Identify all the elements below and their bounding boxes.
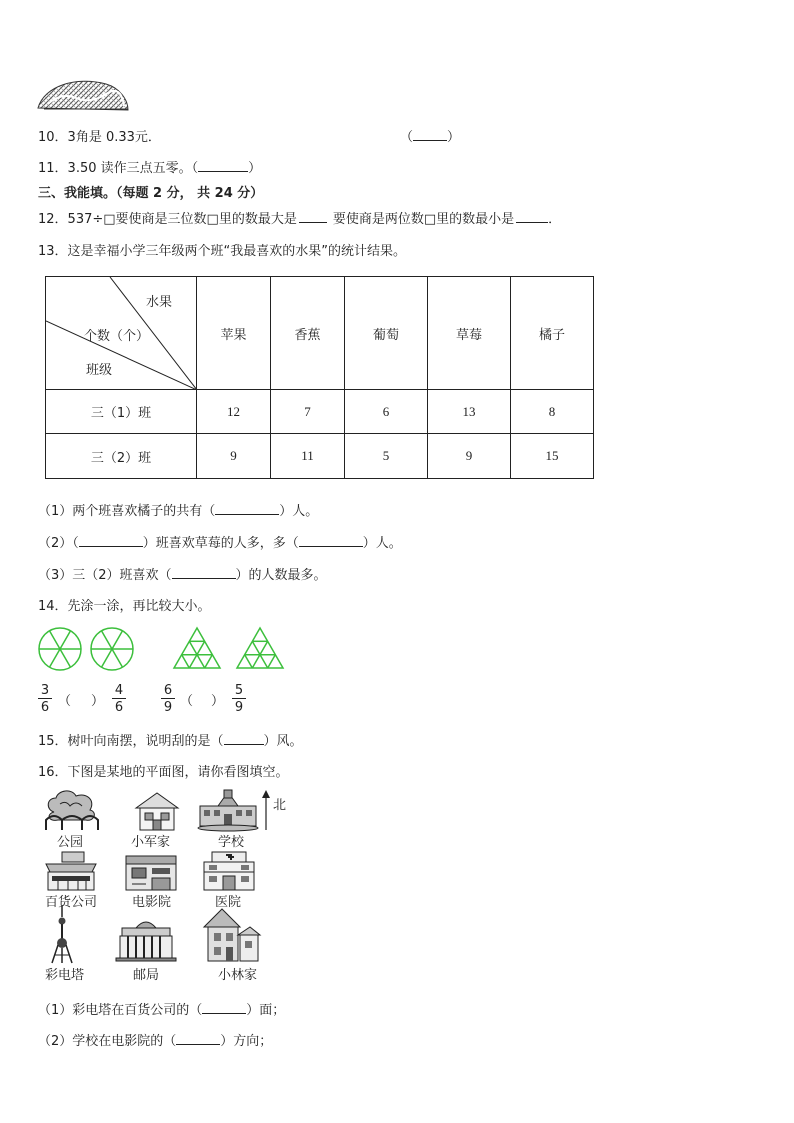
- col-header-banana: 香蕉: [271, 277, 345, 390]
- cinema-icon: [122, 850, 180, 892]
- table-row: [46, 390, 594, 434]
- map-label-xiaolin-home: 小林家: [218, 967, 258, 982]
- q13-sub3: （3）三（2）班喜欢（ ）的人数最多。: [38, 568, 327, 583]
- q13-sub1: （1）两个班喜欢橘子的共有（ ）人。: [38, 504, 319, 519]
- map-label-department-store: 百货公司: [45, 894, 98, 909]
- col-header-orange: 橘子: [511, 277, 594, 390]
- table-cell: 5: [345, 434, 428, 479]
- corner-label-count: 个数（个）: [84, 329, 150, 344]
- compare-blank-2[interactable]: （ ）: [180, 694, 225, 709]
- map-label-park: 公园: [57, 834, 84, 849]
- corner-label-fruit: 水果: [146, 295, 173, 310]
- map-label-cinema: 电影院: [132, 894, 172, 909]
- post-office-icon: [114, 916, 178, 962]
- col-header-apple: 苹果: [197, 277, 271, 390]
- q16-sub1: （1）彩电塔在百货公司的（ ）面；: [38, 1003, 286, 1018]
- col-header-strawberry: 草莓: [428, 277, 511, 390]
- fraction-circle-1[interactable]: [37, 626, 83, 672]
- q14-title: 14．先涂一涂，再比较大小。: [38, 599, 211, 614]
- q13-sub3-blank[interactable]: [172, 566, 236, 579]
- table-cell: 9: [428, 434, 511, 479]
- table-cell: 7: [271, 390, 345, 434]
- q16-sub2: （2）学校在电影院的（ ）方向；: [38, 1034, 273, 1049]
- map-label-xiaojun-home: 小军家: [131, 834, 171, 849]
- q16-sub1-blank[interactable]: [202, 1001, 246, 1014]
- q13-sub2-blank-1[interactable]: [79, 534, 143, 547]
- row-label: 三（1）班: [46, 390, 197, 434]
- table-row: [46, 434, 594, 479]
- q15-line: 15．树叶向南摆，说明刮的是（ ）风。: [38, 734, 303, 749]
- melon-illustration: [36, 78, 130, 114]
- department-store-icon: [42, 850, 100, 892]
- table-corner-cell: [46, 277, 197, 390]
- fraction-4-6: $\frac{4}{6}$: [112, 683, 126, 716]
- fraction-5-9: $\frac{5}{9}$: [232, 683, 246, 716]
- hospital-icon: [200, 850, 258, 892]
- q12-blank-2[interactable]: [516, 210, 548, 223]
- fraction-6-9: $\frac{6}{9}$: [161, 683, 175, 716]
- table-cell: 13: [428, 390, 511, 434]
- q13-sub2: （2）（ ）班喜欢草莓的人多，多（ ）人。: [38, 536, 402, 551]
- q12-blank-1[interactable]: [299, 210, 327, 223]
- map-label-hospital: 医院: [215, 894, 242, 909]
- q10-answer: （ ）: [400, 130, 461, 145]
- q13-intro: 13．这是幸福小学三年级两个班“我最喜欢的水果”的统计结果。: [38, 244, 407, 259]
- map-label-tv-tower: 彩电塔: [45, 967, 85, 982]
- q12-line: 12．537÷□要使商是三位数□里的数最大是 要使商是两位数□里的数最小是 ．: [38, 212, 562, 227]
- q13-sub1-blank[interactable]: [215, 502, 279, 515]
- park-icon: [40, 790, 104, 832]
- col-header-grape: 葡萄: [345, 277, 428, 390]
- house-icon-xiaolin: [200, 905, 262, 963]
- table-cell: 15: [511, 434, 594, 479]
- table-cell: 12: [197, 390, 271, 434]
- q16-sub2-blank[interactable]: [176, 1032, 220, 1045]
- table-cell: 11: [271, 434, 345, 479]
- compare-blank-1[interactable]: （ ）: [58, 694, 105, 709]
- house-icon: [132, 790, 182, 832]
- q10-answer-blank[interactable]: [413, 128, 447, 141]
- q10-text: 10．3角是 0.33元．: [38, 130, 161, 145]
- q15-blank[interactable]: [224, 732, 264, 745]
- fraction-triangle-1[interactable]: [172, 626, 222, 670]
- row-label: 三（2）班: [46, 434, 197, 479]
- fraction-triangle-2[interactable]: [235, 626, 285, 670]
- q13-sub2-blank-2[interactable]: [299, 534, 363, 547]
- q16-title: 16．下图是某地的平面图，请你看图填空。: [38, 765, 289, 780]
- fruit-stat-table: [45, 276, 594, 479]
- map-label-school: 学校: [218, 834, 245, 849]
- table-cell: 6: [345, 390, 428, 434]
- q10-line: [38, 126, 161, 145]
- tv-tower-icon: [48, 905, 76, 965]
- corner-label-class: 班级: [86, 363, 113, 378]
- q11-line: 11．3.50 读作三点五零。（ ）: [38, 161, 262, 176]
- school-icon: [196, 788, 260, 832]
- q11-answer-blank[interactable]: [198, 159, 248, 172]
- north-arrow-icon: [262, 790, 270, 830]
- north-label: 北: [273, 797, 287, 812]
- table-cell: 8: [511, 390, 594, 434]
- fraction-3-6: $\frac{3}{6}$: [38, 683, 52, 716]
- fraction-circle-2[interactable]: [89, 626, 135, 672]
- section3-title: 三、我能填。（每题 2 分， 共 24 分）: [38, 186, 264, 201]
- table-cell: 9: [197, 434, 271, 479]
- map-label-post-office: 邮局: [133, 967, 160, 982]
